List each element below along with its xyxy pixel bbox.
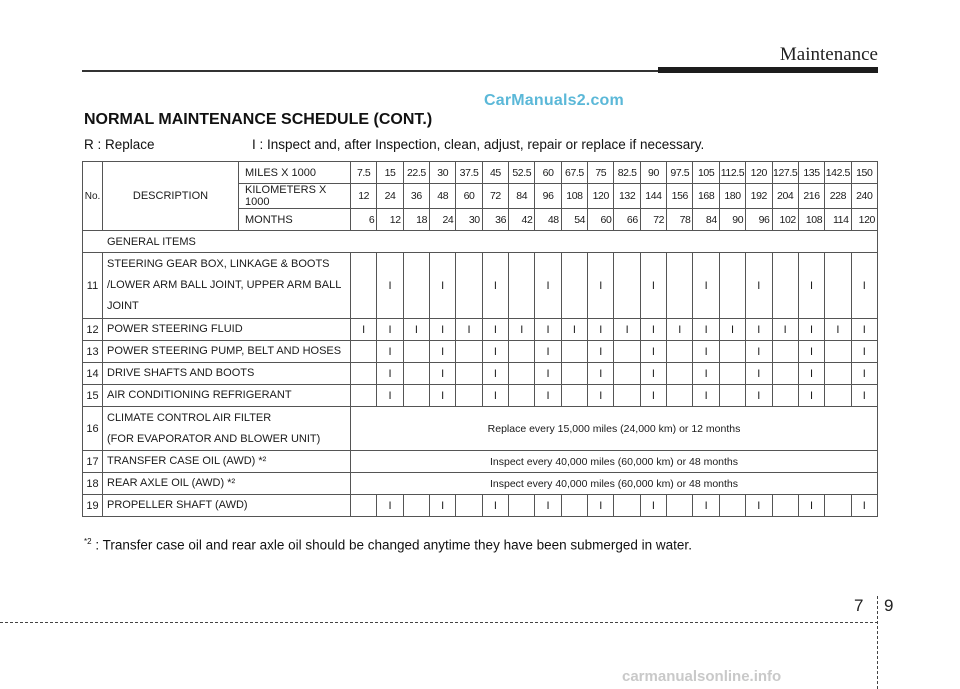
schedule-mark (561, 385, 587, 407)
schedule-mark (561, 341, 587, 363)
interval-value: 30 (430, 162, 456, 184)
schedule-mark: I (509, 319, 535, 341)
interval-value: 168 (693, 184, 719, 209)
schedule-mark (403, 341, 429, 363)
item-description-line: (FOR EVAPORATOR AND BLOWER UNIT) (107, 432, 321, 445)
interval-value: 142.5 (825, 162, 851, 184)
interval-value: 78 (667, 209, 693, 231)
interval-value: 48 (430, 184, 456, 209)
schedule-mark: I (693, 495, 719, 517)
schedule-mark: I (614, 319, 640, 341)
interval-unit-label: MILES X 1000 (239, 162, 351, 184)
schedule-mark: I (482, 341, 508, 363)
schedule-mark (614, 385, 640, 407)
interval-value: 37.5 (456, 162, 482, 184)
interval-value: 24 (430, 209, 456, 231)
table-row (83, 363, 878, 385)
interval-value: 22.5 (403, 162, 429, 184)
schedule-mark: I (693, 319, 719, 341)
schedule-mark: I (377, 385, 403, 407)
schedule-mark: I (851, 385, 877, 407)
schedule-mark: I (403, 319, 429, 341)
interval-value: 105 (693, 162, 719, 184)
interval-value: 54 (561, 209, 587, 231)
interval-value: 120 (851, 209, 877, 231)
interval-value: 135 (798, 162, 824, 184)
schedule-mark: I (535, 319, 561, 341)
interval-value: 96 (535, 184, 561, 209)
schedule-mark: I (588, 253, 614, 319)
watermark-text: CarManuals2.com (484, 92, 624, 109)
item-description-line: POWER STEERING FLUID (107, 323, 243, 335)
schedule-mark: I (377, 319, 403, 341)
schedule-mark: I (430, 495, 456, 517)
interval-note: Inspect every 40,000 miles (60,000 km) or 48 months (351, 473, 878, 495)
schedule-mark (719, 385, 745, 407)
table-row (83, 407, 878, 451)
item-number: 11 (83, 253, 103, 319)
legend-inspect: I : Inspect and, after Inspection, clean, adjust, repair or replace if necessary. (252, 137, 705, 152)
schedule-mark (772, 385, 798, 407)
schedule-mark (825, 385, 851, 407)
interval-value: 204 (772, 184, 798, 209)
schedule-mark: I (640, 319, 666, 341)
interval-value: 156 (667, 184, 693, 209)
interval-unit-label: MONTHS (239, 209, 351, 231)
table-row (83, 451, 878, 473)
schedule-mark (403, 385, 429, 407)
schedule-mark (509, 495, 535, 517)
schedule-mark: I (377, 495, 403, 517)
schedule-mark (456, 341, 482, 363)
schedule-mark: I (693, 253, 719, 319)
interval-value: 67.5 (561, 162, 587, 184)
schedule-mark (351, 363, 377, 385)
interval-value: 150 (851, 162, 877, 184)
item-description-line: STEERING GEAR BOX, LINKAGE & BOOTS (107, 258, 330, 270)
schedule-mark: I (798, 363, 824, 385)
item-description (103, 451, 351, 473)
footnote (84, 537, 692, 553)
item-number: 16 (83, 407, 103, 451)
section-title: NORMAL MAINTENANCE SCHEDULE (CONT.) (84, 111, 433, 128)
schedule-mark: I (746, 341, 772, 363)
interval-value: 12 (377, 209, 403, 231)
section-row (83, 231, 878, 253)
interval-value: 120 (746, 162, 772, 184)
interval-value: 60 (535, 162, 561, 184)
schedule-mark (403, 495, 429, 517)
schedule-mark: I (640, 385, 666, 407)
interval-value: 6 (351, 209, 377, 231)
interval-value: 114 (825, 209, 851, 231)
schedule-mark (351, 341, 377, 363)
no-header: No. (83, 162, 103, 231)
interval-value: 127.5 (772, 162, 798, 184)
schedule-mark (509, 253, 535, 319)
interval-value: 192 (746, 184, 772, 209)
schedule-mark (719, 341, 745, 363)
schedule-mark: I (640, 341, 666, 363)
schedule-mark: I (561, 319, 587, 341)
schedule-mark (403, 253, 429, 319)
schedule-mark: I (851, 341, 877, 363)
schedule-mark: I (430, 253, 456, 319)
interval-value: 36 (482, 209, 508, 231)
description-header: DESCRIPTION (103, 162, 239, 231)
schedule-mark: I (588, 495, 614, 517)
table-row (83, 385, 878, 407)
schedule-mark: I (798, 341, 824, 363)
item-description (103, 407, 351, 451)
schedule-mark: I (798, 495, 824, 517)
item-number: 14 (83, 363, 103, 385)
schedule-mark: I (798, 385, 824, 407)
schedule-mark: I (851, 363, 877, 385)
schedule-mark: I (535, 341, 561, 363)
item-number: 13 (83, 341, 103, 363)
interval-value: 120 (588, 184, 614, 209)
interval-row (83, 162, 878, 184)
item-description (103, 495, 351, 517)
schedule-mark: I (377, 363, 403, 385)
schedule-mark (825, 495, 851, 517)
item-number: 17 (83, 451, 103, 473)
interval-value: 60 (588, 209, 614, 231)
schedule-mark: I (430, 385, 456, 407)
item-number: 15 (83, 385, 103, 407)
schedule-mark (772, 253, 798, 319)
interval-value: 42 (509, 209, 535, 231)
legend-replace: R : Replace (84, 137, 155, 152)
schedule-mark: I (667, 319, 693, 341)
schedule-mark: I (851, 253, 877, 319)
interval-value: 84 (509, 184, 535, 209)
schedule-mark: I (535, 495, 561, 517)
item-description (103, 473, 351, 495)
schedule-mark: I (535, 385, 561, 407)
item-number: 12 (83, 319, 103, 341)
schedule-mark (614, 253, 640, 319)
interval-value: 90 (719, 209, 745, 231)
interval-value: 24 (377, 184, 403, 209)
interval-value: 52.5 (509, 162, 535, 184)
interval-value: 112.5 (719, 162, 745, 184)
schedule-mark (614, 341, 640, 363)
item-number: 19 (83, 495, 103, 517)
schedule-mark (509, 385, 535, 407)
schedule-mark: I (693, 341, 719, 363)
item-description-line: /LOWER ARM BALL JOINT, UPPER ARM BALL (107, 279, 342, 291)
schedule-mark: I (456, 319, 482, 341)
schedule-mark: I (535, 363, 561, 385)
schedule-mark: I (798, 253, 824, 319)
interval-value: 75 (588, 162, 614, 184)
schedule-mark: I (351, 319, 377, 341)
interval-value: 72 (482, 184, 508, 209)
interval-value: 240 (851, 184, 877, 209)
schedule-mark (561, 495, 587, 517)
schedule-mark: I (693, 385, 719, 407)
schedule-mark (614, 363, 640, 385)
schedule-mark (456, 495, 482, 517)
page-divider (877, 596, 878, 689)
schedule-mark: I (377, 253, 403, 319)
interval-note: Replace every 15,000 miles (24,000 km) or 12 months (351, 407, 878, 451)
schedule-mark: I (377, 341, 403, 363)
interval-value: 216 (798, 184, 824, 209)
interval-value: 15 (377, 162, 403, 184)
interval-value: 108 (561, 184, 587, 209)
schedule-mark (351, 495, 377, 517)
schedule-mark: I (588, 341, 614, 363)
schedule-mark (614, 495, 640, 517)
schedule-mark: I (772, 319, 798, 341)
interval-value: 96 (746, 209, 772, 231)
schedule-mark (825, 253, 851, 319)
header-rule-accent (658, 67, 878, 73)
item-description-line: JOINT (107, 300, 139, 312)
interval-value: 108 (798, 209, 824, 231)
interval-value: 18 (403, 209, 429, 231)
schedule-mark (667, 385, 693, 407)
schedule-mark: I (693, 363, 719, 385)
schedule-mark (667, 363, 693, 385)
schedule-mark: I (798, 319, 824, 341)
table-row (83, 495, 878, 517)
schedule-mark: I (588, 363, 614, 385)
schedule-mark: I (482, 385, 508, 407)
interval-value: 82.5 (614, 162, 640, 184)
interval-value: 132 (614, 184, 640, 209)
schedule-mark (667, 495, 693, 517)
interval-value: 66 (614, 209, 640, 231)
item-description (103, 319, 351, 341)
schedule-mark: I (746, 363, 772, 385)
page-number: 9 (884, 596, 894, 615)
schedule-mark: I (640, 253, 666, 319)
schedule-mark (719, 495, 745, 517)
interval-unit-label: KILOMETERS X 1000 (239, 184, 351, 209)
schedule-mark (772, 341, 798, 363)
schedule-mark: I (746, 495, 772, 517)
interval-value: 72 (640, 209, 666, 231)
schedule-mark: I (588, 319, 614, 341)
schedule-mark (351, 253, 377, 319)
interval-value: 12 (351, 184, 377, 209)
footer-rule (0, 622, 878, 623)
schedule-mark (825, 363, 851, 385)
interval-value: 7.5 (351, 162, 377, 184)
interval-value: 144 (640, 184, 666, 209)
footnote-marker: *2 (84, 537, 92, 546)
schedule-mark: I (588, 385, 614, 407)
schedule-mark: I (535, 253, 561, 319)
schedule-mark (667, 341, 693, 363)
schedule-mark: I (482, 495, 508, 517)
schedule-mark: I (482, 363, 508, 385)
footnote-text: : Transfer case oil and rear axle oil should be changed anytime they have been submerged in water. (95, 537, 692, 553)
schedule-mark: I (482, 253, 508, 319)
interval-value: 102 (772, 209, 798, 231)
schedule-mark (719, 253, 745, 319)
schedule-mark: I (430, 341, 456, 363)
schedule-mark (351, 385, 377, 407)
chapter-title: Maintenance (779, 44, 878, 65)
schedule-mark (456, 253, 482, 319)
table-row (83, 341, 878, 363)
maintenance-schedule-table (82, 161, 878, 517)
header-rule (82, 70, 658, 72)
schedule-mark (772, 495, 798, 517)
schedule-mark: I (746, 319, 772, 341)
interval-value: 30 (456, 209, 482, 231)
item-description-line: REAR AXLE OIL (AWD) *² (107, 477, 236, 489)
schedule-mark (667, 253, 693, 319)
interval-value: 84 (693, 209, 719, 231)
table-row (83, 253, 878, 319)
schedule-mark: I (640, 363, 666, 385)
schedule-mark (403, 363, 429, 385)
interval-value: 60 (456, 184, 482, 209)
interval-value: 36 (403, 184, 429, 209)
schedule-mark (456, 363, 482, 385)
item-description-line: POWER STEERING PUMP, BELT AND HOSES (107, 345, 342, 357)
schedule-mark: I (851, 319, 877, 341)
general-items-label: GENERAL ITEMS (83, 231, 878, 253)
schedule-mark (509, 341, 535, 363)
schedule-mark (825, 341, 851, 363)
schedule-mark (772, 363, 798, 385)
schedule-mark: I (719, 319, 745, 341)
table-row (83, 319, 878, 341)
schedule-mark (561, 253, 587, 319)
legend (84, 137, 704, 152)
item-description-line: DRIVE SHAFTS AND BOOTS (107, 367, 255, 379)
item-description (103, 385, 351, 407)
interval-value: 97.5 (667, 162, 693, 184)
item-description-line: TRANSFER CASE OIL (AWD) *² (107, 455, 267, 467)
interval-value: 90 (640, 162, 666, 184)
schedule-mark (719, 363, 745, 385)
interval-value: 48 (535, 209, 561, 231)
schedule-mark (509, 363, 535, 385)
schedule-mark (561, 363, 587, 385)
interval-note: Inspect every 40,000 miles (60,000 km) or 48 months (351, 451, 878, 473)
schedule-mark (456, 385, 482, 407)
schedule-mark: I (482, 319, 508, 341)
item-description-line: CLIMATE CONTROL AIR FILTER (107, 411, 272, 424)
item-description-line: AIR CONDITIONING REFRIGERANT (107, 389, 292, 401)
schedule-mark: I (640, 495, 666, 517)
item-description (103, 341, 351, 363)
schedule-mark: I (746, 385, 772, 407)
table-row (83, 473, 878, 495)
item-description (103, 363, 351, 385)
schedule-mark: I (430, 319, 456, 341)
schedule-mark: I (430, 363, 456, 385)
schedule-mark: I (851, 495, 877, 517)
interval-value: 180 (719, 184, 745, 209)
item-number: 18 (83, 473, 103, 495)
interval-value: 228 (825, 184, 851, 209)
schedule-mark: I (746, 253, 772, 319)
schedule-mark: I (825, 319, 851, 341)
chapter-number: 7 (854, 596, 864, 615)
interval-value: 45 (482, 162, 508, 184)
item-description-line: PROPELLER SHAFT (AWD) (107, 499, 248, 511)
site-watermark: carmanualsonline.info (622, 668, 782, 685)
item-description (103, 253, 351, 319)
